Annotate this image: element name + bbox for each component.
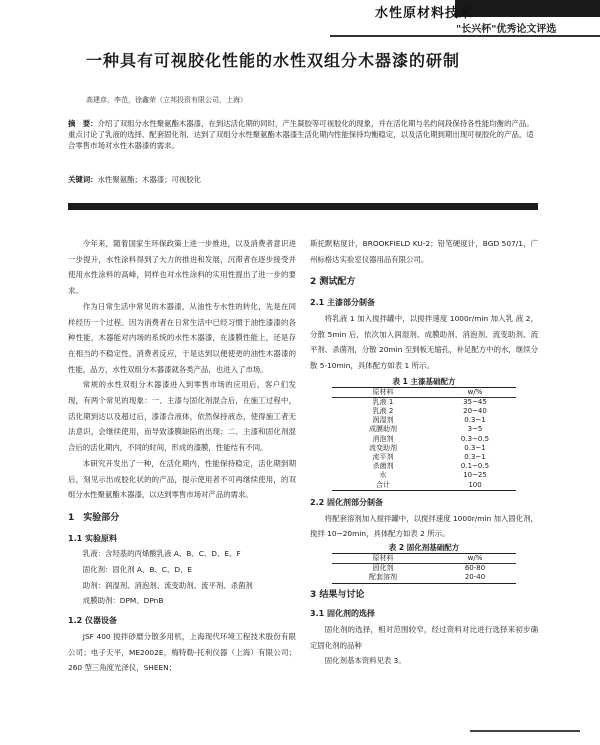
table-row [332, 564, 516, 574]
table-cell: 水 [379, 471, 387, 480]
table-cell: 0.3~0.5 [460, 434, 490, 443]
left-column [68, 236, 296, 676]
table-cell: 润湿剂 [372, 416, 394, 425]
materials-coalescent: 成膜助剂：DPM、DPnB [82, 596, 164, 606]
section-divider [68, 203, 538, 210]
table-cell: 0.3~1 [464, 453, 486, 462]
subsection-2-1-heading: 2.1 主漆部分制备 [310, 298, 375, 308]
table-row [332, 453, 516, 462]
keywords-label: 关键词： [68, 175, 98, 184]
abstract-label: 摘 要： [68, 119, 98, 128]
abstract [68, 118, 538, 151]
section-2-heading: 2 测试配方 [310, 277, 356, 288]
table-row [332, 416, 516, 425]
intro-paragraph-2: 作为日常生活中常见的木器漆，从油性专水性的转化，先是在同样经历一个过程。因为消费者在日常生活中已经习惯于油性漆漆的各种性能，木器能对内场的系统的水性木器漆，在漆膜性能上，还是存在相当的不稳定性，消费者反应，于是达到以便使更的油性木器漆的性能，品方，水性双组分木器漆就各类产品，也进入了市场。 [68, 301, 296, 374]
table-2-header-ratio: w/% [434, 553, 516, 563]
subsection-1-2-heading: 1.2 仪器设备 [68, 616, 117, 626]
table-row [332, 471, 516, 480]
table-row [332, 481, 516, 491]
table-1 [332, 387, 516, 491]
table-row [332, 435, 516, 444]
subsection-1-1-heading: 1.1 实验原料 [68, 533, 117, 543]
table-cell: 10~25 [463, 471, 487, 480]
table-cell: 流变助剂 [369, 443, 397, 452]
table-row [332, 573, 516, 583]
paper-title: 一种具有可视胶化性能的水性双组分木器漆的研制 [86, 51, 461, 70]
table-cell: 乳液 2 [372, 407, 394, 416]
table-cell: 固化剂 [372, 564, 394, 573]
table-cell: 3~5 [467, 425, 483, 434]
table-row [332, 407, 516, 416]
curing-agent-table-reference: 固化剂基本资料见表 3。 [324, 656, 406, 666]
table-cell: 0.3~1 [464, 443, 486, 452]
table-row [332, 462, 516, 471]
table-row [332, 444, 516, 453]
equipment-list: JSF 400 搅拌砂磨分散多用机，上海现代环境工程技术股份有限公司；电子天平，ME2002E，梅特勒-托利仪器（上海）有限公司；260 型三角度光泽仪，SHEEN； [68, 631, 296, 673]
table-cell: 100 [434, 481, 516, 491]
header-rule [330, 35, 600, 37]
table-cell: 消泡剂 [372, 434, 394, 443]
table-row [332, 425, 516, 434]
table-cell: 35~45 [463, 397, 487, 406]
table-cell: 0.3~1 [464, 416, 486, 425]
table-1-header-ratio: w/% [434, 387, 516, 397]
table-2-caption: 表 2 固化剂基础配方 [388, 542, 460, 552]
curing-agent-selection-text: 固化剂的选择，相对范围较窄，经过资料对比进行选择来初步确定固化剂的品种 [310, 624, 538, 650]
section-1-heading: 1 实验部分 [68, 512, 120, 523]
intro-paragraph-3: 常规的水性双组分木器漆进入到零售市场的应用后，客户们发现，有两个常见的现象：一、主漆与固化剂混合后，在施工过程中，活化期到达以及超过后，漆漆合液体，依然保持液态，使得施工者无法意识，会继续使用，而导致漆膜缺陷的出现；二、主漆和固化剂混合后的活化期内，不同的时间，形成的漆膜，性能结有不同。 [68, 380, 296, 453]
authors: 高建彦，李范，徐鑫荣（立邦投资有限公司，上海） [86, 96, 247, 104]
right-column [310, 236, 538, 669]
intro-paragraph-4: 本研究开发出了一种，在活化期内，性能保持稳定，活化期到期后，刻见示出成胶化状的的产品，提示使用者不可再继续使用，的双组分水性聚氨酯木器漆，以达到零售市场对产品的需求。 [68, 458, 296, 500]
table-1-header [332, 387, 516, 397]
table-cell: 乳液 1 [372, 397, 394, 406]
table-cell: 0.1~0.5 [460, 462, 490, 471]
table-cell: 成膜助剂 [369, 425, 397, 434]
intro-paragraph-1: 今年来，随着国家生环保政策上进一步推进，以及消费者意识进一步提升，水性涂料得到了大力的推进和发展，沉滞者在逐步接受并使用水性涂料的高峰，同样也对水性涂料的实用性提出了进一步的要求。 [68, 239, 296, 296]
keywords [68, 174, 201, 185]
materials-additives: 助剂：润湿剂、消泡剂、流变助剂、流平剂、杀菌剂 [82, 580, 253, 590]
abstract-text: 介绍了双组分水性聚氨酯木器漆，在到达活化期的同时，产生凝胶等可视胶化的现象，并在活化期与名约间段保持各性能均衡的产品。重点讨论了乳液的选择、配套固化剂、达到了双组分水性聚氨酯木器漆生活化期内性能保持均衡稳定，以及活化期到期出现可视胶化的产品，适合零售市场对水性木器漆的需求。 [68, 119, 534, 150]
materials-emulsion: 乳液：含羟基的丙烯酸乳液 A、B、C、D、E、F [82, 549, 241, 559]
subsection-2-2-heading: 2.2 固化剂部分制备 [310, 497, 383, 507]
table-cell: 配套溶剂 [332, 573, 434, 583]
materials-curing-agent: 固化剂：固化剂 A、B、C、D、E [82, 565, 193, 575]
subsection-3-1-heading: 3.1 固化剂的选择 [310, 609, 375, 619]
curing-agent-preparation: 将配套溶剂加入搅拌罐中，以搅拌速度 1000r/min 加入固化剂，搅拌 10~20min，具体配方如表 2 所示。 [310, 513, 538, 539]
journal-title: 水性原材料技术 [375, 6, 474, 21]
footer-rule [470, 730, 580, 732]
section-3-heading: 3 结果与讨论 [310, 589, 365, 600]
table-1-header-material: 原材料 [332, 387, 434, 397]
series-label: "长兴杯"优秀论文评选 [456, 24, 557, 35]
table-cell: 60-80 [464, 564, 486, 573]
table-2 [332, 553, 516, 584]
table-cell: 20-40 [434, 573, 516, 583]
table-cell: 20~40 [463, 407, 487, 416]
table-1-caption: 表 1 主漆基础配方 [392, 376, 456, 386]
table-2-header-material: 原材料 [332, 553, 434, 563]
equipment-continued: 斯托默粘度计，BROOKFIELD KU-2；铅笔硬度计，BGD 507/1，广州标格达实验室仪器用品有限公司。 [310, 239, 538, 264]
table-2-header [332, 553, 516, 563]
header-band [455, 0, 600, 17]
table-cell: 杀菌剂 [372, 462, 394, 471]
keywords-text: 水性聚氨酯；木器漆；可视胶化 [97, 175, 202, 184]
table-cell: 流平剂 [372, 453, 394, 462]
table-row [332, 397, 516, 407]
base-paint-preparation: 将乳液 1 加入搅拌罐中，以搅拌速度 1000r/min 加入乳 液 2，分散 5min 后，依次加入润湿剂、成膜助剂、消泡剂、流变助剂、流平剂、杀菌剂，分散 20min 至到板无缩孔，补足配方中的水，继续分散 5-10min，具体配方如表 1 所示。 [310, 313, 538, 370]
table-cell: 合计 [332, 481, 434, 491]
